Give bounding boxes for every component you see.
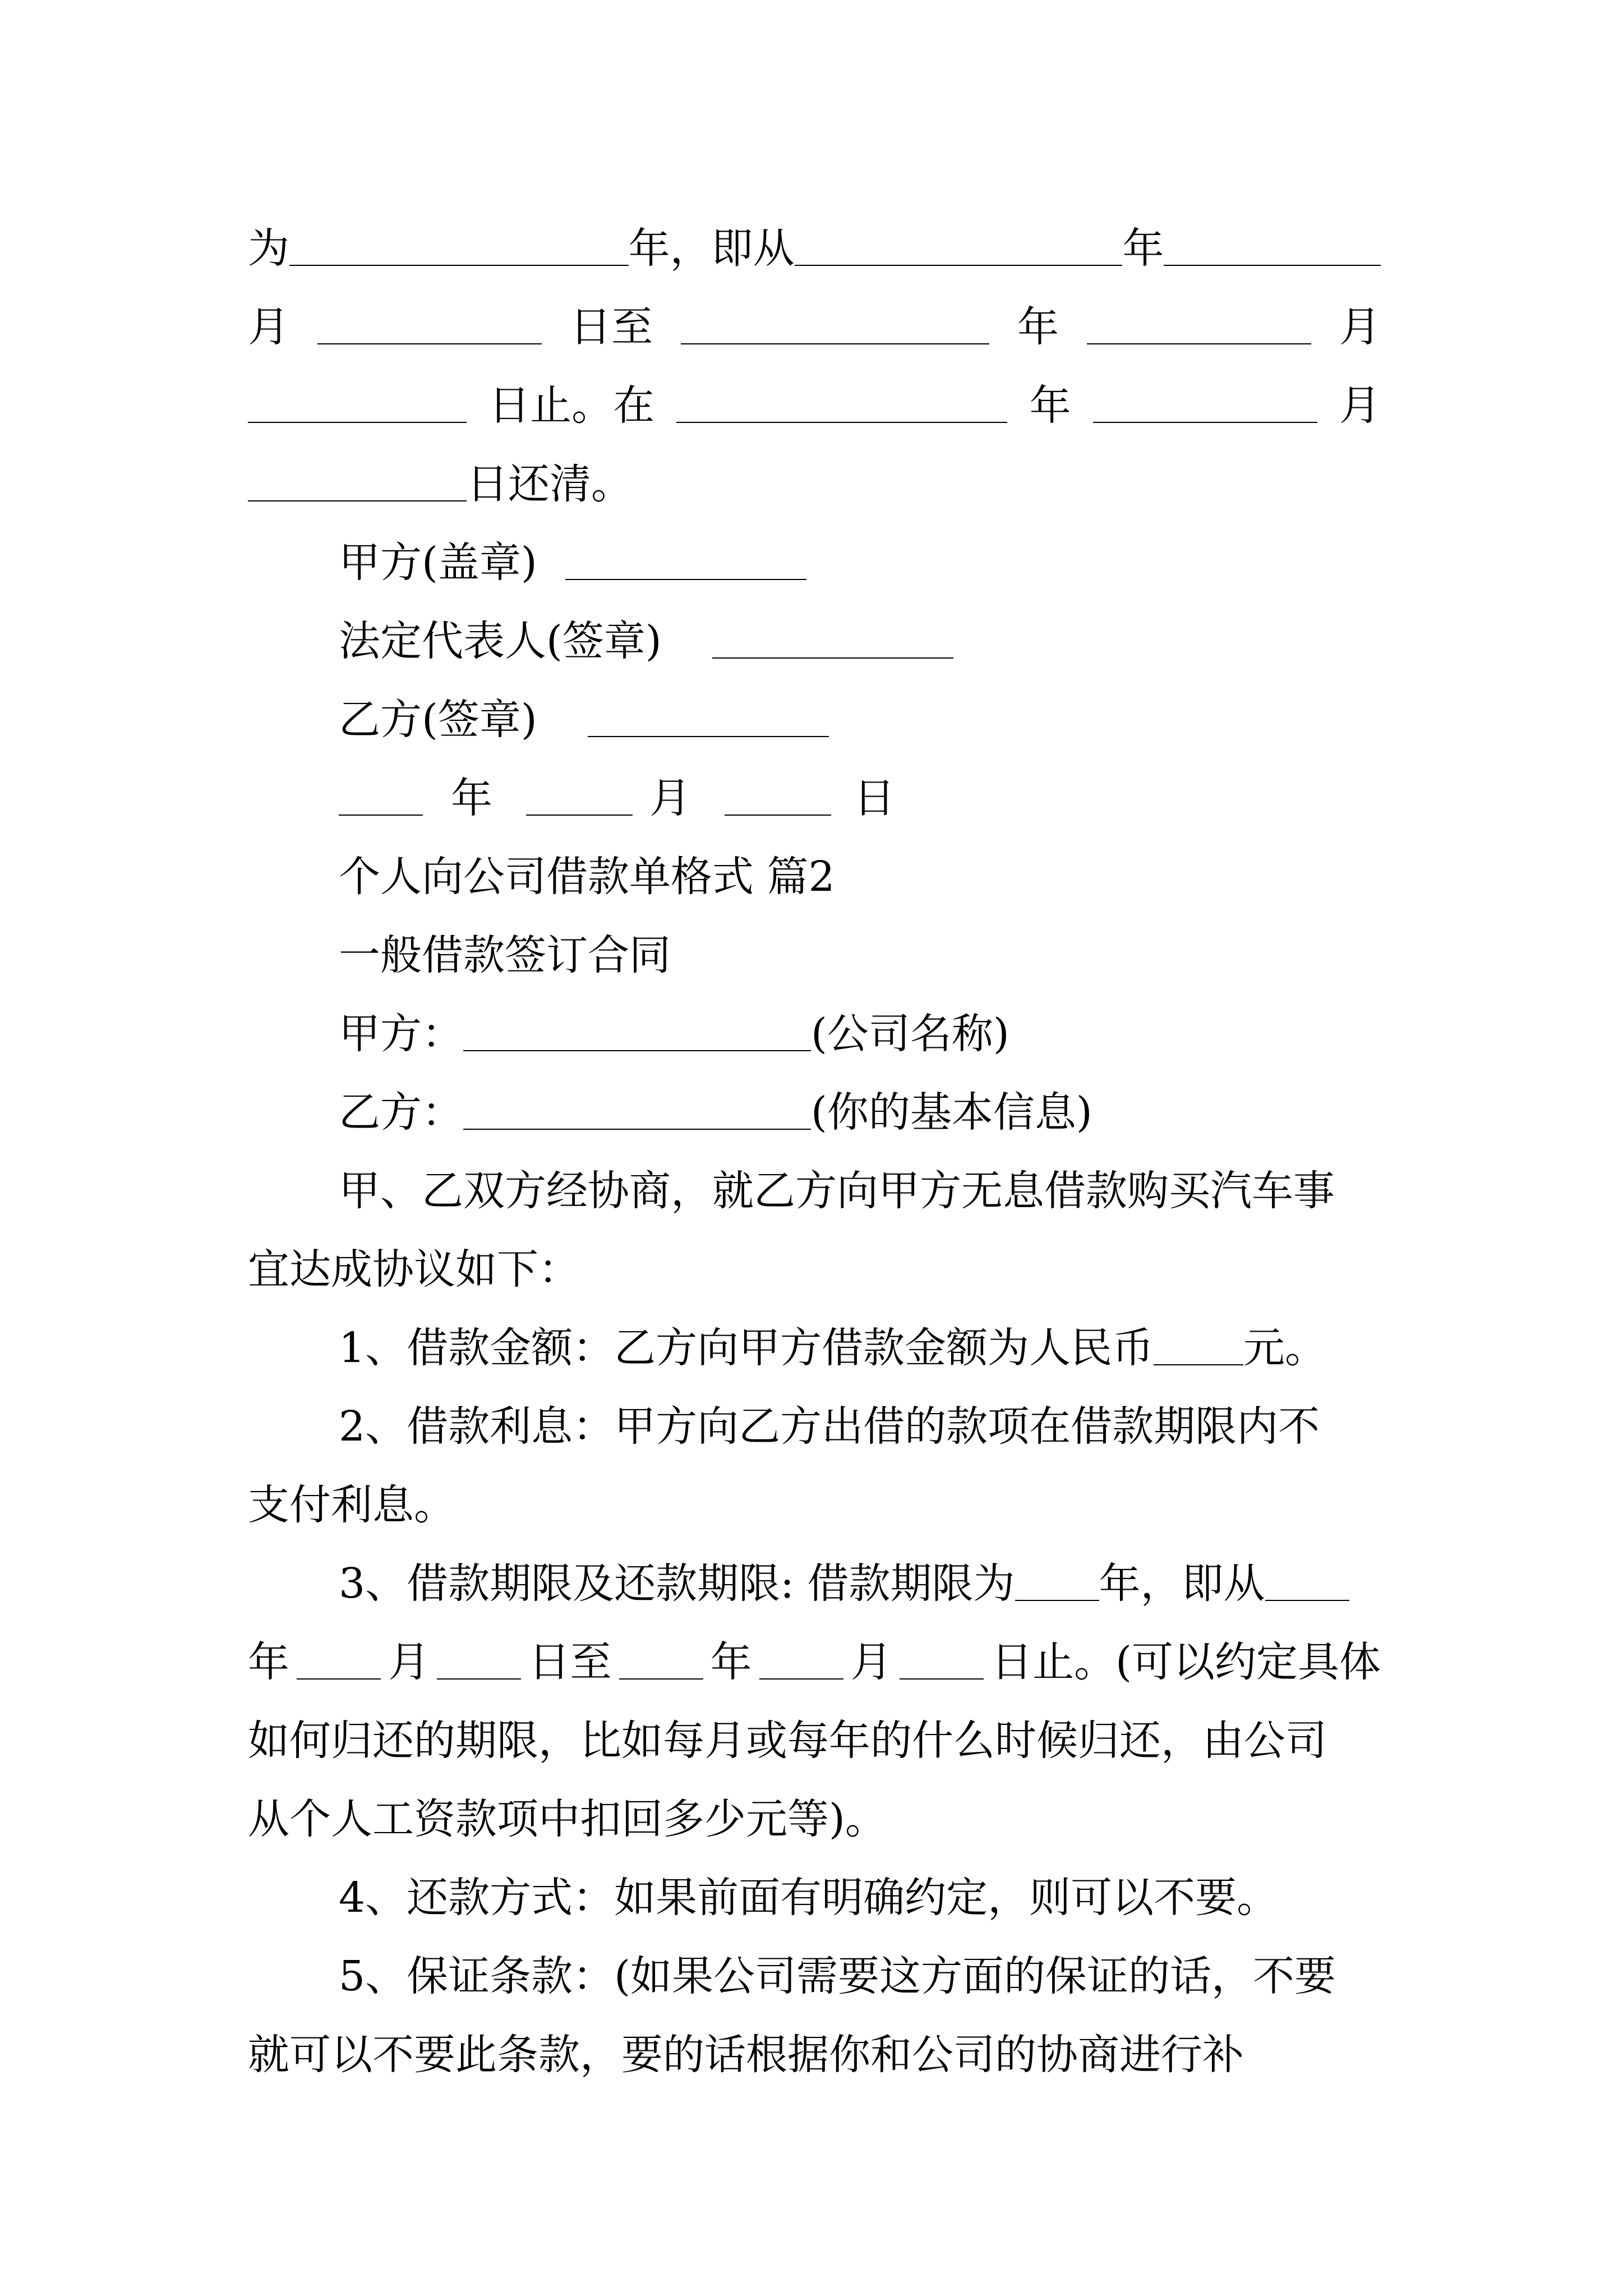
item-1-unit: 元。: [1243, 1324, 1327, 1372]
item-1-line: [339, 1307, 1381, 1372]
text-nian: 年: [248, 1638, 289, 1686]
party-a-blank: [463, 1050, 811, 1051]
legal-rep-blank: [712, 657, 953, 659]
date-day-blank: [725, 815, 831, 816]
party-b-blank: [463, 1129, 811, 1130]
date-year-blank: [339, 815, 423, 816]
text-yue: 月: [850, 1638, 892, 1686]
term-years-blank: [1015, 1600, 1099, 1601]
date-month-blank: [526, 815, 633, 816]
blank-start-year: [795, 265, 1123, 266]
item-3-text-3: 如何归还的期限，比如每月或每年的什么时候归还，由公司: [248, 1717, 1327, 1765]
loan-term-line-3: [248, 365, 1381, 430]
item-3-line-4: [248, 1778, 1381, 1843]
term-start-day-blank: [437, 1678, 521, 1680]
text-nian-jicong: 年，即从: [628, 224, 795, 273]
item-3-text-4: 从个人工资款项中扣回多少元等)。: [248, 1795, 887, 1843]
blank-repay-day: [248, 500, 467, 501]
term-end-year-blank: [619, 1678, 703, 1680]
loan-term-line-4: [248, 443, 1381, 508]
blank-end-day: [248, 422, 467, 423]
term-start-year-blank: [1265, 1600, 1349, 1601]
blank-start-month: [1164, 265, 1381, 266]
text-nian: 年: [710, 1638, 752, 1686]
item-3-line-2: [248, 1621, 1381, 1686]
intro-text-2: 宜达成协议如下：: [248, 1245, 580, 1294]
loan-term-line-2: [248, 286, 1381, 351]
text-nian: 年: [1029, 381, 1071, 430]
item-2-line-1: [339, 1386, 1381, 1451]
item-2-line-2: [248, 1464, 1381, 1529]
item-5-text-1: 5、保证条款：(如果公司需要这方面的保证的话，不要: [339, 1952, 1336, 2000]
party-a-seal-line: [339, 522, 1381, 587]
term-end-month-blank: [759, 1678, 843, 1680]
legal-rep-line: [339, 600, 1381, 665]
intro-line-2: [248, 1228, 1381, 1294]
text-nian: 年: [1122, 224, 1164, 273]
item-2-text-2: 支付利息。: [248, 1481, 455, 1529]
party-b-sign-line: [339, 679, 1381, 744]
party-a-line: [339, 993, 1381, 1058]
item-3-line-2-tail: 日止。(可以约定具体: [991, 1638, 1381, 1686]
blank-end-year: [681, 343, 989, 344]
date-year-label: 年: [451, 774, 492, 822]
party-a-seal-label: 甲方(盖章): [339, 539, 537, 587]
signature-date-line: [339, 757, 1381, 822]
text-yue: 月: [388, 1638, 430, 1686]
text-rizhi: 日至: [528, 1638, 612, 1686]
party-b-sign-label: 乙方(签章): [339, 696, 537, 744]
item-3-text-1: 3、借款期限及还款期限: 借款期限为: [339, 1559, 1015, 1608]
party-a-seal-blank: [565, 579, 806, 580]
party-b-line: [339, 1071, 1381, 1137]
item-2-text-1: 2、借款利息：甲方向乙方出借的款项在借款期限内不: [339, 1402, 1320, 1451]
term-end-day-blank: [900, 1678, 984, 1680]
date-month-label: 月: [649, 774, 691, 822]
text-rizhi-zai: 日止。在: [488, 381, 655, 430]
blank-repay-year: [676, 422, 1007, 423]
item-3-text-2: 年，即从: [1099, 1559, 1265, 1608]
item-1-text: 1、借款金额：乙方向甲方借款金额为人民币: [339, 1324, 1154, 1372]
contract-title: 一般借款签订合同: [339, 931, 671, 979]
date-day-label: 日: [854, 774, 895, 822]
item-5-text-2: 就可以不要此条款，要的话根据你和公司的协商进行补: [248, 2031, 1244, 2079]
party-b-note: (你的基本信息): [811, 1088, 1092, 1137]
loan-term-line-1: [248, 208, 1381, 273]
item-3-line-1: [339, 1543, 1381, 1608]
text-yue: 月: [248, 303, 289, 351]
blank-end-month: [1087, 343, 1311, 344]
item-4-line: [339, 1857, 1381, 1922]
item-4-text: 4、还款方式：如果前面有明确约定，则可以不要。: [339, 1874, 1279, 1922]
item-5-line-1: [339, 1935, 1381, 2000]
text-nian: 年: [1017, 303, 1059, 351]
section-heading: 个人向公司借款单格式 篇2: [339, 853, 835, 901]
party-a-label: 甲方：: [339, 1010, 463, 1058]
section-heading-line: [339, 836, 1381, 901]
text-rizhi: 日至: [570, 303, 653, 351]
intro-line-1: [339, 1150, 1381, 1215]
contract-title-line: [339, 914, 1381, 979]
party-b-label: 乙方：: [339, 1088, 463, 1137]
term-start-month-blank: [297, 1678, 381, 1680]
intro-text-1: 甲、乙双方经协商，就乙方向甲方无息借款购买汽车事: [339, 1167, 1335, 1215]
loan-amount-blank: [1154, 1364, 1243, 1365]
text-yue: 月: [1339, 303, 1381, 351]
text-wei: 为: [248, 224, 289, 273]
legal-rep-label: 法定代表人(签章): [339, 617, 662, 665]
blank-start-day: [317, 343, 542, 344]
item-3-line-3: [248, 1700, 1381, 1765]
party-b-sign-blank: [588, 736, 829, 737]
blank-years: [289, 265, 629, 266]
text-ri-huanqing: 日还清。: [467, 460, 633, 508]
party-a-note: (公司名称): [811, 1010, 1009, 1058]
blank-repay-month: [1093, 422, 1317, 423]
item-5-line-2: [248, 2014, 1381, 2079]
text-yue: 月: [1339, 381, 1381, 430]
